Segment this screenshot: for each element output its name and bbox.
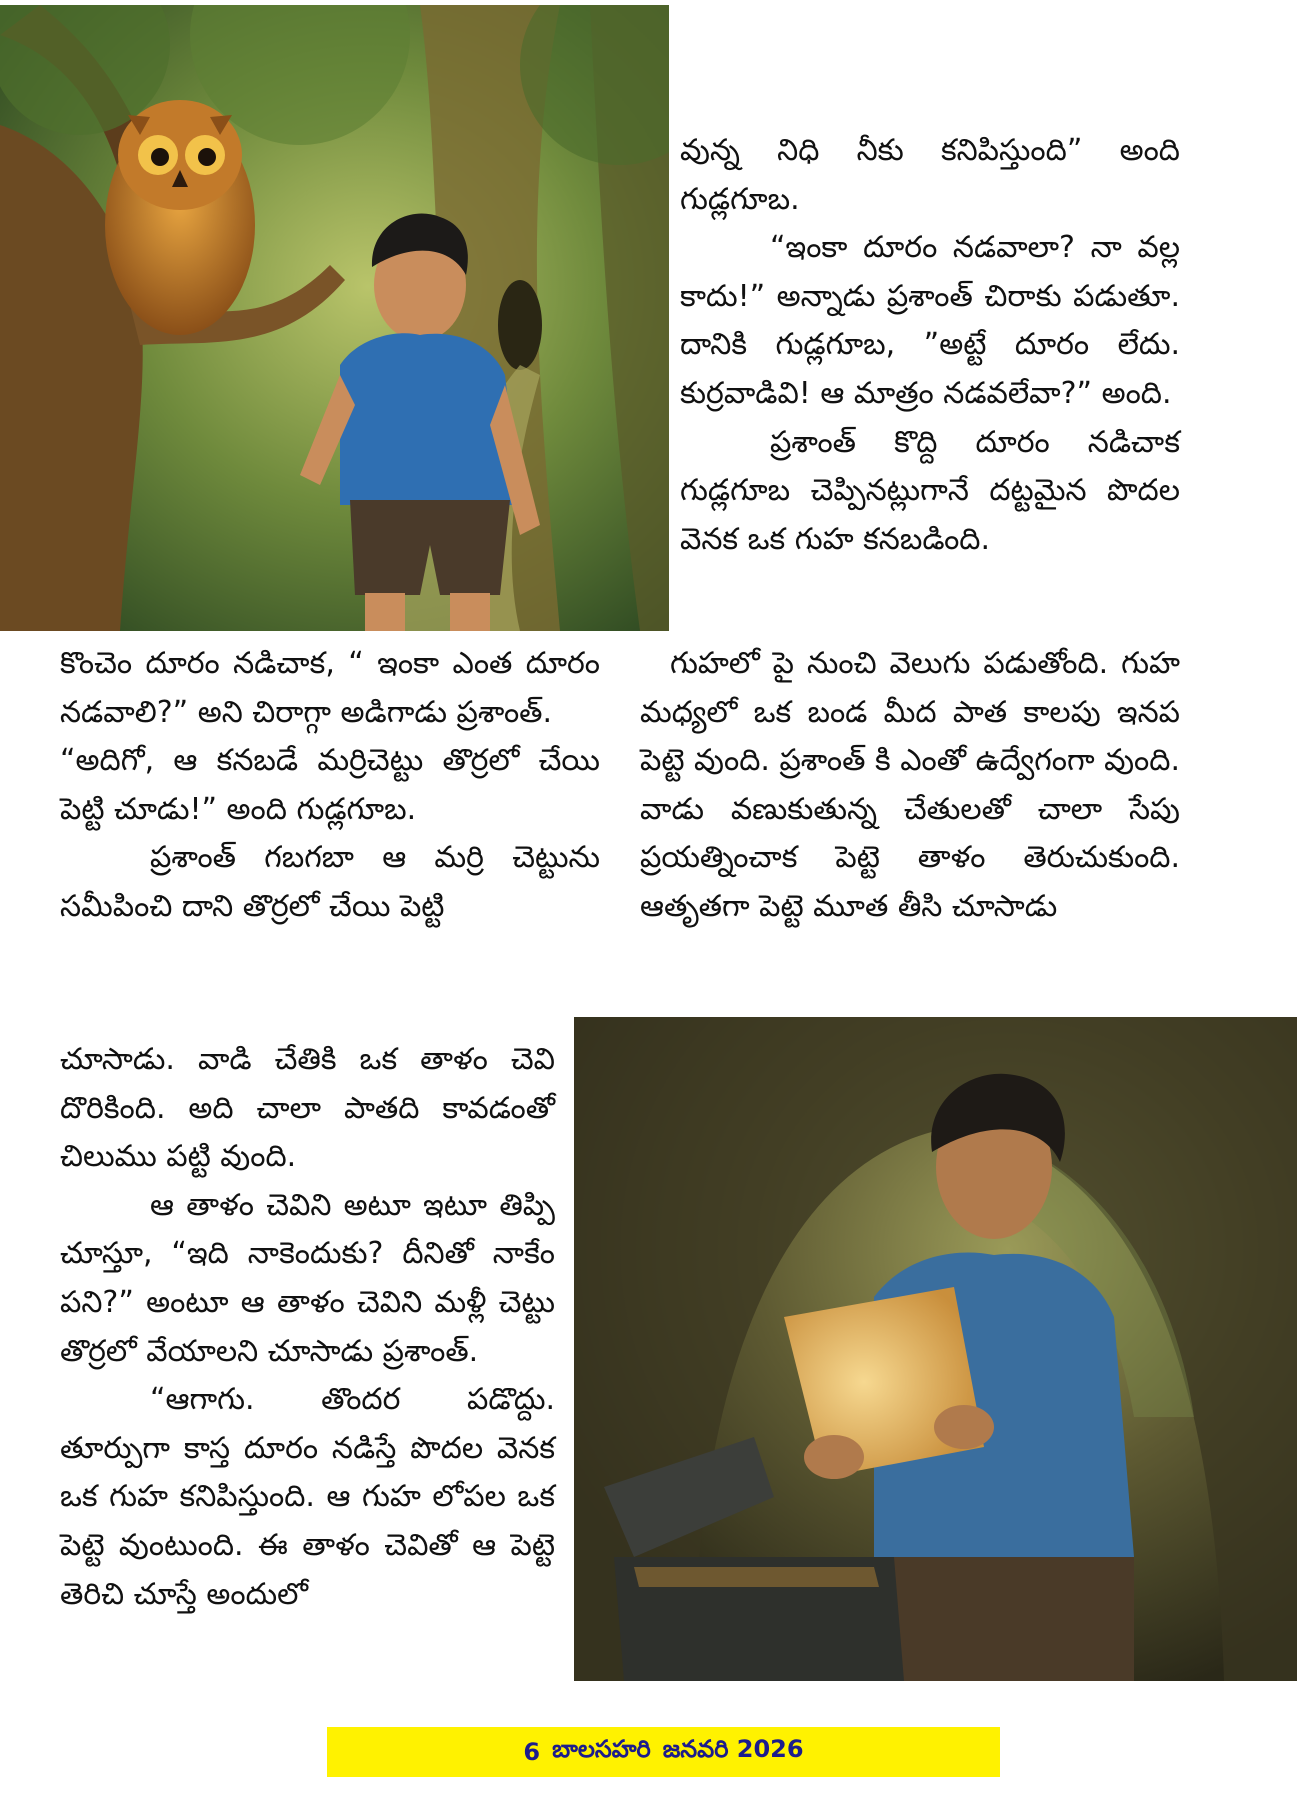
story-text-left-lower <box>60 1036 555 1619</box>
forest-illustration <box>0 5 669 631</box>
paragraph: ప్రశాంత్ గబగబా ఆ మర్రి చెట్టును సమీపించి దాని తొర్రలో చేయి పెట్టి <box>60 840 600 924</box>
issue-date: జనవరి 2026 <box>662 1735 804 1763</box>
page-number: 6 <box>523 1738 541 1766</box>
magazine-name: బాలసహరి <box>552 1735 651 1763</box>
paragraph: “ఇంకా దూరం నడవాలా? నా వల్ల కాదు!” అన్నాడు ప్రశాంత్ చిరాకు పడుతూ. దానికి గుడ్లగూబ, ”అట్టే దూరం లేదు. కుర్రవాడివి! ఆ మాత్రం నడవలేవా?” అంది. <box>680 230 1180 411</box>
story-text-right-middle <box>640 640 1180 932</box>
paragraph: ఆ తాళం చెవిని అటూ ఇటూ తిప్పి చూస్తూ, “ఇది నాకెందుకు? దీనితో నాకేం పని?” అంటూ ఆ తాళం చెవిని మళ్లీ చెట్టు తొర్రలో వేయాలని చూసాడు ప్రశాంత్. <box>60 1187 555 1369</box>
paragraph: చూసాడు. వాడి చేతికి ఒక తాళం చెవి దొరికింది. అది చాలా పాతది కావడంతో చిలుము పట్టి వుంది. <box>60 1042 555 1175</box>
paragraph: కొంచెం దూరం నడిచాక, “ ఇంకా ఎంత దూరం నడవాలి?” అని చిరాగ్గా అడిగాడు ప్రశాంత్. <box>60 646 600 730</box>
page-footer <box>327 1727 1000 1777</box>
paragraph: “అదిగో, ఆ కనబడే మర్రిచెట్టు తొర్రలో చేయి పెట్టి చూడు!” అంది గుడ్లగూబ. <box>60 743 600 827</box>
paragraph: “ఆగాగు. తొందర పడొద్దు. తూర్పుగా కాస్త దూరం నడిస్తే పొదల వెనక ఒక గుహ కనిపిస్తుంది. ఆ గుహ లోపల ఒక పెట్టె వుంటుంది. ఈ తాళం చెవితో ఆ పెట్టె తెరిచి చూస్తే అందులో <box>60 1382 555 1612</box>
story-text-top-right <box>680 127 1180 564</box>
story-text-left-upper <box>60 640 600 932</box>
paragraph: ప్రశాంత్ కొద్ది దూరం నడిచాక గుడ్లగూబ చెప్పినట్లుగానే దట్టమైన పొదల వెనక ఒక గుహ కనబడింది. <box>680 424 1180 557</box>
paragraph: వున్న నిధి నీకు కనిపిస్తుంది” అంది గుడ్లగూబ. <box>680 133 1180 217</box>
paragraph: గుహలో పై నుంచి వెలుగు పడుతోంది. గుహ మధ్యలో ఒక బండ మీద పాత కాలపు ఇనప పెట్టె వుంది. ప్రశాంత్ కి ఎంతో ఉద్వేగంగా వుంది. వాడు వణుకుతున్న చేతులతో చాలా సేపు ప్రయత్నించాక పెట్టె తాళం తెరుచుకుంది. ఆతృతగా పెట్టె మూత తీసి చూసాడు <box>640 646 1180 924</box>
cave-illustration <box>574 1017 1297 1681</box>
